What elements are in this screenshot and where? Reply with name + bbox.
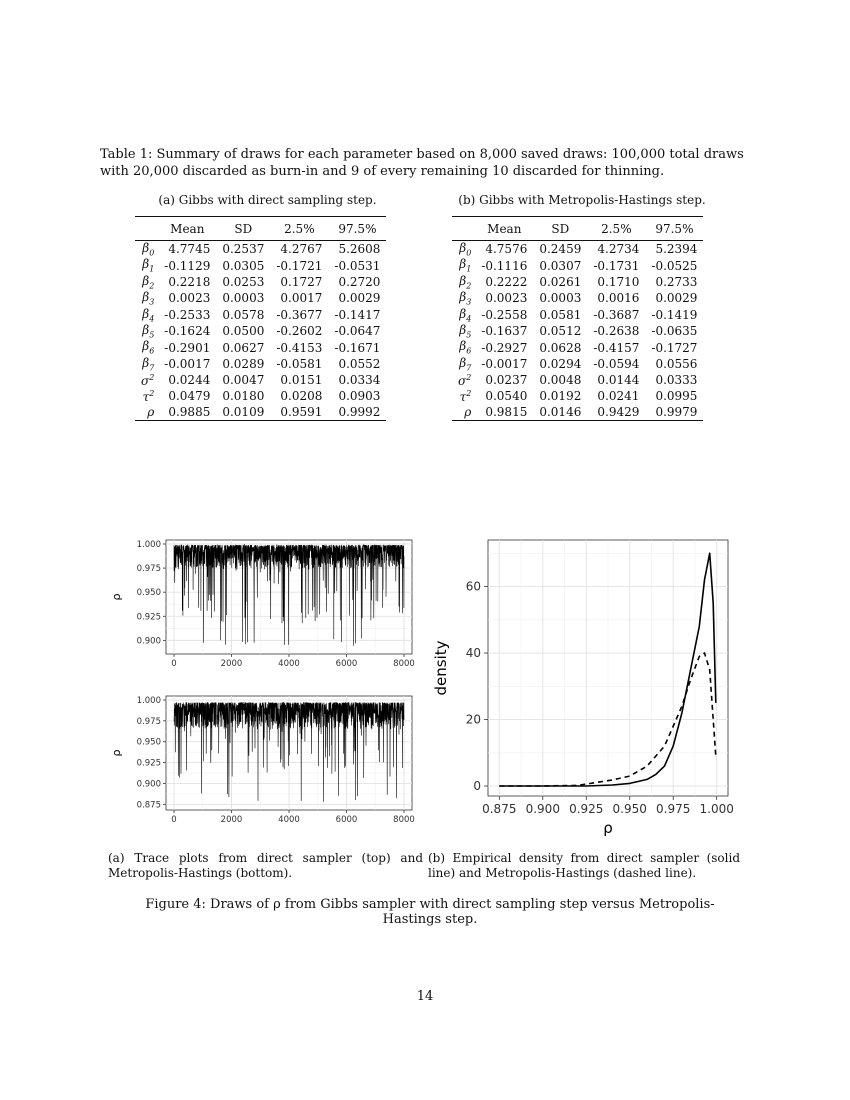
- table-row: [135, 241, 386, 258]
- table-cell: 0.0192: [539, 389, 582, 404]
- param-label: $\tau^2$: [459, 388, 472, 404]
- x-tick-label: 0.975: [656, 802, 691, 816]
- y-tick-label: 60: [465, 579, 481, 594]
- table-cell: 0.0261: [539, 274, 582, 289]
- table-row: [135, 404, 386, 421]
- table-cell: -0.1731: [593, 258, 640, 273]
- x-tick-label: 0.950: [612, 802, 647, 816]
- param-label: $\beta_7$: [142, 355, 155, 373]
- table-cell: 0.0047: [222, 373, 265, 388]
- table-cell: 0.0023: [485, 291, 528, 306]
- table-cell: 0.0628: [539, 340, 582, 355]
- table-cell: 0.1727: [280, 274, 323, 289]
- param-label: $\beta_4$: [142, 306, 155, 323]
- figure-caption: Figure 4: Draws of ρ from Gibbs sampler with direct sampling step versus Metropolis-Hastings step.: [145, 897, 715, 927]
- table-cell: -0.1624: [164, 324, 211, 339]
- table-cell: -0.1419: [651, 307, 698, 322]
- table-cell: 0.0500: [222, 324, 265, 339]
- table-cell: -0.0647: [334, 324, 381, 339]
- table-cell: -0.0635: [651, 324, 698, 339]
- table-cell: 0.0208: [280, 389, 323, 404]
- table-cell: -0.0581: [276, 356, 323, 371]
- y-tick-label: 0.900: [136, 779, 161, 790]
- table-cell: 0.0294: [539, 356, 582, 371]
- table-row: [135, 388, 386, 404]
- table-cell: 5.2608: [338, 242, 381, 257]
- param-label: $\tau^2$: [142, 388, 155, 404]
- y-tick-label: 0.900: [136, 636, 161, 647]
- table-row: [135, 274, 386, 290]
- table-cell: -0.0017: [164, 356, 211, 371]
- table-row: [452, 388, 703, 404]
- table-row: [452, 307, 703, 323]
- table-cell: 0.0540: [485, 389, 528, 404]
- y-tick-label: 40: [465, 646, 481, 661]
- column-header: SD: [551, 221, 570, 236]
- y-tick-label: 20: [465, 712, 481, 727]
- x-tick-label: 0.925: [569, 802, 604, 816]
- param-label: $\beta_3$: [459, 290, 472, 307]
- table-row: [135, 307, 386, 323]
- table-row: [135, 323, 386, 339]
- table-cell: 0.0479: [168, 389, 211, 404]
- page-number: 14: [416, 989, 434, 1004]
- table-cell: -0.2558: [481, 307, 528, 322]
- x-tick-label: 0.875: [482, 802, 517, 816]
- table-cell: -0.2533: [164, 307, 211, 322]
- y-tick-label: 0.975: [136, 716, 161, 727]
- x-tick-label: 2000: [220, 815, 243, 825]
- table-row: [135, 339, 386, 355]
- x-tick-label: 8000: [393, 815, 415, 825]
- table-cell: -0.2602: [276, 324, 323, 339]
- table-cell: 0.0244: [168, 373, 211, 388]
- table-cell: 0.0995: [655, 389, 698, 404]
- x-tick-label: 1.000: [699, 802, 734, 816]
- param-label: $\beta_4$: [459, 306, 472, 323]
- param-label: $\beta_5$: [142, 322, 155, 340]
- density-plot: [428, 530, 738, 840]
- header-blank: [452, 217, 475, 241]
- table-cell: 0.0237: [485, 373, 528, 388]
- table-cell: 0.1710: [597, 274, 640, 289]
- x-tick-label: 8000: [393, 659, 415, 669]
- table-cell: 0.0307: [539, 258, 582, 273]
- table-cell: 4.7745: [168, 242, 211, 257]
- table-row: [452, 404, 703, 421]
- column-header: 97.5%: [338, 221, 377, 236]
- column-header: 2.5%: [601, 221, 632, 236]
- table-cell: 0.0003: [539, 291, 582, 306]
- param-label: $\beta_6$: [459, 339, 472, 356]
- trace-plot-metropolis: [108, 688, 422, 840]
- param-label: $\sigma^2$: [458, 372, 472, 388]
- column-header: 97.5%: [655, 221, 694, 236]
- table-cell: 0.0029: [338, 291, 381, 306]
- table-cell: 0.0512: [539, 324, 582, 339]
- table-cell: 4.2734: [597, 242, 640, 257]
- param-label: $\beta_1$: [459, 257, 472, 274]
- param-label: ρ: [452, 404, 475, 421]
- param-label: $\beta_0$: [459, 241, 472, 258]
- table-cell: -0.2638: [593, 324, 640, 339]
- column-header: Mean: [170, 221, 205, 236]
- table-cell: 0.0180: [222, 389, 265, 404]
- table-cell: 0.0023: [168, 291, 211, 306]
- table-cell: 0.0903: [338, 389, 381, 404]
- y-tick-label: 1.000: [136, 540, 161, 550]
- table-cell: 5.2394: [655, 242, 698, 257]
- y-tick-label: 0.925: [136, 612, 161, 623]
- x-tick-label: 2000: [220, 659, 243, 669]
- table-cell: 0.0144: [597, 373, 640, 388]
- table-row: [135, 356, 386, 372]
- figure-caption-a: (a) Trace plots from direct sampler (top) and Metropolis-Hastings (bottom).: [108, 851, 423, 880]
- table-row: [135, 290, 386, 306]
- table-cell: -0.3687: [593, 307, 640, 322]
- y-tick-label: 0.950: [136, 737, 161, 748]
- table-cell: 0.9591: [270, 404, 328, 421]
- table-cell: 0.0556: [655, 356, 698, 371]
- table-row: [452, 257, 703, 273]
- table-header-row: [135, 217, 386, 241]
- header-blank: [135, 217, 158, 241]
- table-row: [452, 339, 703, 355]
- table-cell: 0.0305: [222, 258, 265, 273]
- param-label: $\sigma^2$: [141, 372, 155, 388]
- table-cell: 0.0003: [222, 291, 265, 306]
- param-label: $\beta_7$: [459, 355, 472, 373]
- table-caption: Table 1: Summary of draws for each parameter based on 8,000 saved draws: 100,000 total draws with 20,000 discarded as burn-in and 9 of every remaining 10 discarded for thinning.: [100, 147, 744, 179]
- table-a-caption: (a) Gibbs with direct sampling step.: [158, 193, 377, 207]
- table-row: [452, 323, 703, 339]
- param-label: ρ: [135, 404, 158, 421]
- table-cell: 0.9979: [645, 404, 703, 421]
- param-label: $\beta_1$: [142, 257, 155, 274]
- table-row: [452, 274, 703, 290]
- table-a: [135, 216, 386, 421]
- param-label: $\beta_0$: [142, 241, 155, 258]
- table-cell: 0.0578: [222, 307, 265, 322]
- table-cell: 0.9815: [475, 404, 533, 421]
- table-cell: -0.2927: [481, 340, 528, 355]
- table-cell: 0.0333: [655, 373, 698, 388]
- y-tick-label: 0: [473, 779, 481, 794]
- y-tick-label: 1.000: [136, 696, 161, 706]
- table-cell: -0.1116: [481, 258, 528, 273]
- table-row: [135, 257, 386, 273]
- column-header: Mean: [487, 221, 522, 236]
- table-row: [452, 356, 703, 372]
- y-tick-label: 0.975: [136, 564, 161, 575]
- column-header: 2.5%: [284, 221, 315, 236]
- table-cell: -0.1129: [164, 258, 211, 273]
- table-cell: -0.1671: [334, 340, 381, 355]
- table-cell: -0.0017: [481, 356, 528, 371]
- table-cell: 0.0289: [222, 356, 265, 371]
- table-cell: 4.7576: [485, 242, 528, 257]
- figure-caption-b: (b) Empirical density from direct sampler (solid line) and Metropolis-Hastings (dashed line).: [428, 851, 740, 880]
- table-cell: 0.0552: [338, 356, 381, 371]
- table-cell: 0.2537: [222, 242, 265, 257]
- table-cell: 0.2459: [539, 242, 582, 257]
- table-row: [452, 290, 703, 306]
- table-cell: 0.2733: [655, 274, 698, 289]
- param-label: $\beta_6$: [142, 339, 155, 356]
- table-cell: 0.9429: [587, 404, 645, 421]
- table-cell: -0.0531: [334, 258, 381, 273]
- table-cell: 0.0627: [222, 340, 265, 355]
- table-cell: -0.4153: [276, 340, 323, 355]
- table-cell: 0.0241: [597, 389, 640, 404]
- table-cell: 0.2720: [338, 274, 381, 289]
- x-tick-label: 4000: [278, 659, 300, 669]
- y-axis-label: density: [432, 640, 450, 696]
- table-cell: -0.1721: [276, 258, 323, 273]
- table-cell: 0.9992: [328, 404, 386, 421]
- table-cell: 0.0146: [533, 404, 587, 421]
- table-cell: 0.9885: [158, 404, 216, 421]
- table-cell: 0.2222: [485, 274, 528, 289]
- table-cell: 0.0581: [539, 307, 582, 322]
- y-axis-label: ρ: [110, 749, 123, 757]
- table-cell: -0.0594: [593, 356, 640, 371]
- table-cell: 0.0017: [280, 291, 323, 306]
- x-tick-label: 0: [171, 815, 177, 825]
- x-tick-label: 6000: [335, 815, 358, 825]
- table-cell: 0.0048: [539, 373, 582, 388]
- y-axis-label: ρ: [110, 593, 123, 601]
- table-cell: -0.0525: [651, 258, 698, 273]
- table-row: [452, 241, 703, 258]
- x-tick-label: 6000: [335, 659, 358, 669]
- y-tick-label: 0.950: [136, 588, 161, 599]
- table-cell: -0.3677: [276, 307, 323, 322]
- y-tick-label: 0.925: [136, 758, 161, 769]
- table-cell: -0.1637: [481, 324, 528, 339]
- table-row: [135, 372, 386, 388]
- param-label: $\beta_2$: [142, 273, 155, 291]
- table-cell: 0.2218: [168, 274, 211, 289]
- table-cell: -0.1417: [334, 307, 381, 322]
- table-cell: -0.2901: [164, 340, 211, 355]
- x-tick-label: 0.900: [525, 802, 560, 816]
- param-label: $\beta_2$: [459, 273, 472, 291]
- param-label: $\beta_5$: [459, 322, 472, 340]
- table-cell: 0.0334: [338, 373, 381, 388]
- x-axis-label: ρ: [603, 819, 613, 837]
- table-cell: 0.0029: [655, 291, 698, 306]
- table-b-caption: (b) Gibbs with Metropolis-Hastings step.: [458, 193, 706, 207]
- table-cell: -0.1727: [651, 340, 698, 355]
- table-cell: 0.0109: [216, 404, 270, 421]
- x-tick-label: 4000: [278, 815, 300, 825]
- table-cell: 0.0253: [222, 274, 265, 289]
- y-tick-label: 0.875: [136, 800, 161, 811]
- table-cell: 4.2767: [280, 242, 323, 257]
- table-cell: 0.0016: [597, 291, 640, 306]
- table-header-row: [452, 217, 703, 241]
- table-cell: -0.4157: [593, 340, 640, 355]
- x-tick-label: 0: [171, 659, 177, 669]
- table-cell: 0.0151: [280, 373, 323, 388]
- param-label: $\beta_3$: [142, 290, 155, 307]
- column-header: SD: [234, 221, 253, 236]
- trace-plot-direct: [108, 532, 422, 682]
- table-row: [452, 372, 703, 388]
- table-b: [452, 216, 703, 421]
